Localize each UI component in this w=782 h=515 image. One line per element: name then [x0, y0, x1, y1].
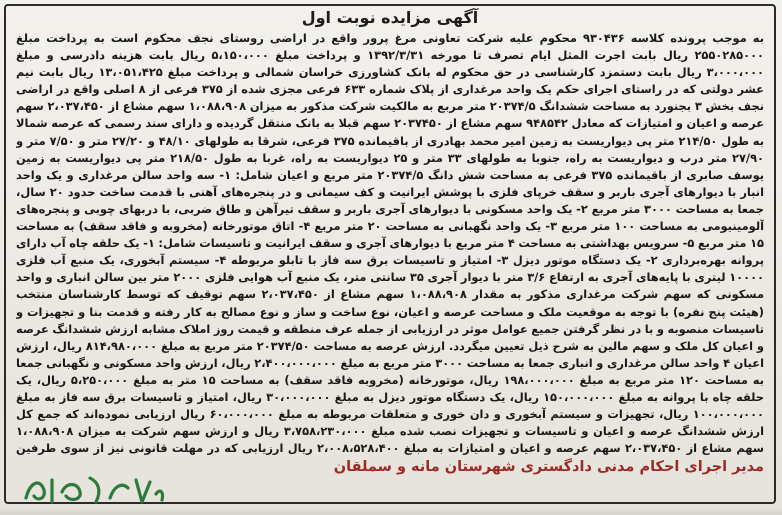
- scan-shadow: [0, 507, 782, 515]
- notice-body: به موجب پرونده کلاسه ۹۳۰۴۳۶ محکوم علیه شرکت تعاونی مرغ پرور واقع در اراضی روستای نجف محکوم است به پرداخت مبلغ ۲۵۵۰۲۸۵۰۰۰ ریال بابت اجرت المثل ایام تصرف تا مورخه ۱۳۹۲/۳/۳۱ و پرداخت مبلغ ۵،۱۵۰،۰۰۰ ریال بابت هزینه دادرسی و مبلغ ۳،۰۰۰،۰۰۰ ریال بابت دستمزد کارشناسی در حق محکوم له بانک کشاورزی خراسان شمالی و پرداخت مبلغ ۱۳،۰۵۱،۴۲۵ ریال بابت نیم عشر دولتی که در راستای اجرای حکم یک واحد مرغداری از پلاک شماره ۶۳۳ فرعی مجزی شده از ۳۷۵ فرعی از ۸ اصلی واقع در اراضی نجف بخش ۳ بجنورد به مساحت ششدانگ ۲۰۳۷۴/۵ متر مربع به مالکیت شرکت مذکور به میزان ۱،۰۸۸،۹۰۸ سهم مشاع از ۲،۰۳۷،۴۵۰ سهم عرصه و اعیان و امتیازات که معادل ۹۴۸۵۴۲ سهم مشاع از ۲۰۳۷۴۵۰ سهم قبلا به بانک منتقل گردیده و دارای سند رسمی که عرصه شمالا به طول ۲۱۴/۵۰ متر پی دیواریست به زمین امیر محمد بهادری از باقیمانده ۳۷۵ فرعی، شرقا به طولهای ۴۸/۱۰ و ۲۷/۲۰ متر و ۷/۵۰ متر و ۲۷/۹۰ متر درب و دیواریست به راه، جنوبا به طولهای ۳۳ متر و ۲۵ دیواریست به راه، غربا به طول ۲۱۸/۵۰ متر پی دیواریست به زمین یوسف صابری از باقیمانده ۳۷۵ فرعی به مساحت شش دانگ ۲۰۳۷۴/۵ متر مربع و اعیان شامل: ۱- سه واحد سالن مرغداری و یک واحد انبار با دیوارهای آجری باربر و سقف خرپای فلزی با پوشش ایرانیت و کف سیمانی و در پنجره‌های آهنی با قدمت ساخت حدود ۲۰ سال، جمعا به مساحت ۳۰۰۰ متر مربع ۲- یک واحد مسکونی با دیوارهای آجری باربر و سقف تیرآهن و طاق ضربی، با دربهای چوبی و پنجره‌های آلومینیومی به مساحت ۱۰۰ متر مربع ۳- یک واحد نگهبانی به مساحت ۲۰ متر مربع ۴- اتاق موتورخانه (مخروبه و فاقد سقف) به مساحت ۱۵ متر مربع ۵- سرویس بهداشتی به مساحت ۴ متر مربع با دیوارهای آجری و سقف ایرانیت و تاسیسات شامل: ۱- یک حلقه چاه آب دارای پروانه بهره‌برداری ۲- یک دستگاه موتور دیزل ۳- امتیاز و تاسیسات برق سه فاز با تابلو مربوطه ۴- سیستم آبخوری، یک منبع آب فلزی ۱۰۰۰۰ لیتری با پایه‌های آجری به ارتفاع ۳/۶ متر با دیوار آجری ۳۵ سانتی متر، یک منبع آب هوایی فلزی ۲۰۰۰ متر بین سالن انباری و واحد مسکونی که سهم شرکت مرغداری مذکور به مقدار ۱،۰۸۸،۹۰۸ سهم مشاع از ۲،۰۳۷،۴۵۰ سهم توقیف که توسط کارشناسان منتخب (هیئت پنج نفره) با توجه به موقعیت ملک و مساحت عرصه و اعیان، نوع ساخت و ساز و نوع مصالح به کار رفته و قدمت بنا و تجهیزات و تاسیسات منصوبه و با در نظر گرفتن جمیع عوامل موثر در ارزیابی از جمله عرف منطقه و قیمت روز املاک مشابه ارزش ششدانگ عرصه و اعیان کل ملک و سهم مالین به شرح ذیل تعیین میگردد. ارزش عرصه به مساحت ۲۰۳۷۴/۵۰ متر مربع به مبلغ ۸۱۴،۹۸۰،۰۰۰ ریال، ارزش اعیان ۴ واحد سالن مرغداری و انباری جمعا به مساحت ۳۰۰۰ متر مربع به مبلغ ۲،۴۰۰،۰۰۰،۰۰۰ ریال، ارزش واحد مسکونی و نگهبانی جمعا به مساحت ۱۲۰ متر مربع به مبلغ ۱۹۸،۰۰۰،۰۰۰ ریال، موتورخانه (مخروبه فاقد سقف) به مساحت ۱۵ متر به مبلغ ۵،۲۵۰،۰۰۰ ریال، یک حلقه چاه با پروانه به مبلغ ۱۵۰،۰۰۰،۰۰۰ ریال، یک دستگاه موتور دیزل به مبلغ ۳۰،۰۰۰،۰۰۰ ریال، امتیاز و تاسیسات برق سه فاز به مبلغ ۱۰۰،۰۰۰،۰۰۰ ریال، تجهیزات و سیستم آبخوری و دان خوری و متعلقات مربوطه به مبلغ ۶۰،۰۰۰،۰۰۰ ریال ارزیابی نموده‌اند که جمع کل ارزش ششدانگ عرصه و اعیان و تاسیسات و تجهیزات نصب شده مبلغ ۳،۷۵۸،۲۳۰،۰۰۰ ریال و ارزش سهم شرکت به میزان ۱،۰۸۸،۹۰۸ سهم مشاع از ۲،۰۳۷،۴۵۰ سهم عرصه و اعیان و امتیازات به مبلغ ۲،۰۰۸،۵۲۸،۴۰۰ ریال ارزیابی که در مهلت قانونی نیز از سوی طرفین: [16, 31, 764, 456]
- signature-block: [204, 458, 764, 476]
- signature-line: مدیر اجرای احکام مدنی دادگستری شهرستان مانه و سملقان: [333, 459, 764, 475]
- notice-frame: [4, 4, 776, 504]
- notice-title: آگهی مزایده نوبت اول: [301, 8, 479, 27]
- handwritten-stamp-icon: [18, 468, 168, 508]
